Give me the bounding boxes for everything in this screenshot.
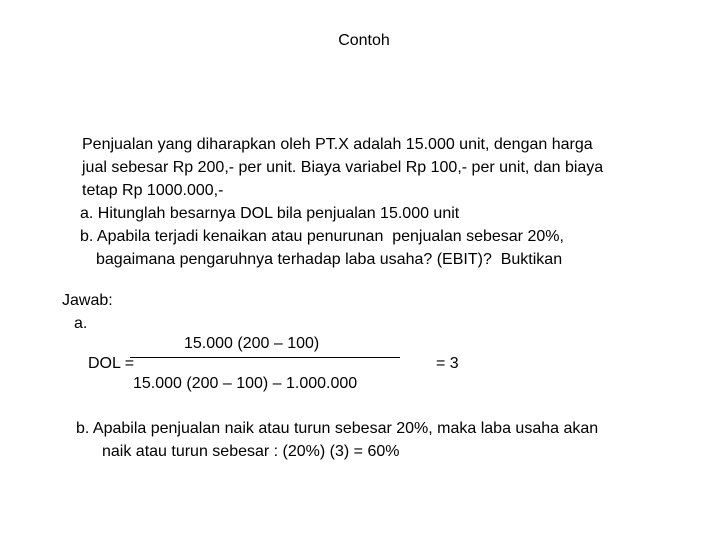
problem-item-b-line-2: bagaimana pengaruhnya terhadap laba usaha? (EBIT)? Buktikan <box>96 251 563 268</box>
problem-item-a: a. Hitunglah besarnya DOL bila penjualan 15.000 unit <box>80 205 460 222</box>
answer-heading: Jawab: <box>62 292 113 309</box>
problem-line-3: tetap Rp 1000.000,- <box>82 182 224 199</box>
answer-part-b-line-1: b. Apabila penjualan naik atau turun sebesar 20%, maka laba usaha akan <box>76 420 599 437</box>
answer-part-b-line-2: naik atau turun sebesar : (20%) (3) = 60% <box>102 443 400 460</box>
formula-denominator: 15.000 (200 – 100) – 1.000.000 <box>133 375 358 392</box>
fraction-bar <box>130 357 400 358</box>
problem-item-b-line-1: b. Apabila terjadi kenaikan atau penurunan penjualan sebesar 20%, <box>80 228 564 245</box>
answer-part-a-label: a. <box>74 315 88 332</box>
problem-line-2: jual sebesar Rp 200,- per unit. Biaya variabel Rp 100,- per unit, dan biaya <box>82 159 604 176</box>
page-title: Contoh <box>338 32 390 49</box>
formula-numerator: 15.000 (200 – 100) <box>184 335 320 352</box>
problem-line-1: Penjualan yang diharapkan oleh PT.X adalah 15.000 unit, dengan harga <box>82 136 593 153</box>
formula-result: = 3 <box>436 355 459 372</box>
formula-lhs: DOL = <box>88 355 135 372</box>
